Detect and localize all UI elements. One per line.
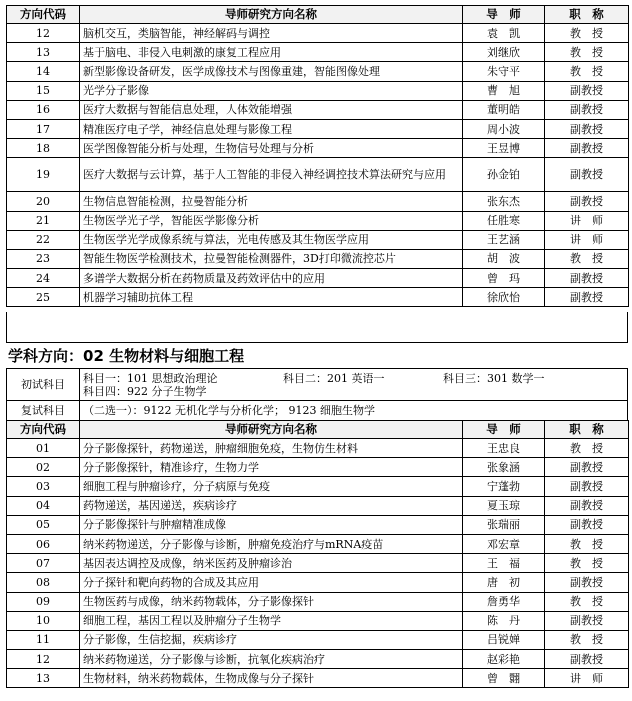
cell-code: 12 [7, 24, 80, 43]
cell-advisor: 朱守平 [463, 62, 545, 81]
cell-code: 25 [7, 288, 80, 307]
cell-code: 02 [7, 458, 80, 477]
table-row [7, 669, 629, 688]
retest-label: 复试科目 [7, 401, 80, 421]
table-row [7, 592, 629, 611]
table-row [7, 554, 629, 573]
cell-code: 06 [7, 534, 80, 553]
cell-advisor: 刘继欣 [463, 43, 545, 62]
table-row [7, 573, 629, 592]
table-row [7, 139, 629, 158]
cell-title: 副教授 [545, 611, 629, 630]
cell-name: 基因表达调控及成像，纳米医药及肿瘤诊治 [80, 554, 463, 573]
cell-advisor: 宁蓬勃 [463, 477, 545, 496]
cell-title: 讲 师 [545, 211, 629, 230]
cell-name: 多谱学大数据分析在药物质量及药效评估中的应用 [80, 269, 463, 288]
cell-title: 教 授 [545, 62, 629, 81]
cell-advisor: 任胜寒 [463, 211, 545, 230]
header-code: 方向代码 [7, 6, 80, 24]
table-row [7, 496, 629, 515]
cell-code: 19 [7, 158, 80, 192]
cell-name: 生物医学光子学，智能医学影像分析 [80, 211, 463, 230]
cell-title: 教 授 [545, 24, 629, 43]
exam-subjects [6, 368, 628, 421]
cell-advisor: 曾 翾 [463, 669, 545, 688]
cell-advisor: 曹 旭 [463, 81, 545, 100]
cell-advisor: 吕锐婵 [463, 630, 545, 649]
cell-name: 精准医疗电子学，神经信息处理与影像工程 [80, 119, 463, 138]
cell-title: 副教授 [545, 288, 629, 307]
cell-code: 03 [7, 477, 80, 496]
cell-advisor: 曾 玛 [463, 269, 545, 288]
retest-subjects: （二选一）：9122 无机化学与分析化学； 9123 细胞生物学 [80, 401, 628, 421]
subject-2: 科目二：201 英语一 [283, 371, 385, 385]
cell-code: 17 [7, 119, 80, 138]
cell-name: 机器学习辅助抗体工程 [80, 288, 463, 307]
table-row [7, 43, 629, 62]
cell-code: 20 [7, 192, 80, 211]
cell-title: 教 授 [545, 554, 629, 573]
cell-title: 副教授 [545, 119, 629, 138]
table-row [7, 62, 629, 81]
cell-name: 细胞工程，基因工程以及肿瘤分子生物学 [80, 611, 463, 630]
cell-code: 01 [7, 439, 80, 458]
cell-code: 15 [7, 81, 80, 100]
cell-code: 05 [7, 515, 80, 534]
cell-name: 光学分子影像 [80, 81, 463, 100]
advisor-table-2 [6, 420, 629, 688]
table-row [7, 269, 629, 288]
cell-title: 副教授 [545, 81, 629, 100]
header-title: 职 称 [545, 421, 629, 439]
header-advisor: 导 师 [463, 421, 545, 439]
cell-title: 教 授 [545, 439, 629, 458]
cell-name: 纳米药物递送，分子影像与诊断，抗氧化疾病治疗 [80, 650, 463, 669]
cell-title: 教 授 [545, 249, 629, 268]
cell-code: 24 [7, 269, 80, 288]
section-title: 学科方向：02 生物材料与细胞工程 [8, 347, 245, 365]
cell-title: 教 授 [545, 592, 629, 611]
initial-exam-subjects [80, 369, 628, 401]
cell-title: 副教授 [545, 477, 629, 496]
table-row [7, 100, 629, 119]
cell-title: 副教授 [545, 158, 629, 192]
blank-row [6, 312, 628, 343]
cell-advisor: 徐欣怡 [463, 288, 545, 307]
table-row [7, 611, 629, 630]
cell-code: 13 [7, 43, 80, 62]
cell-advisor: 王 福 [463, 554, 545, 573]
cell-advisor: 陈 丹 [463, 611, 545, 630]
cell-code: 23 [7, 249, 80, 268]
cell-title: 副教授 [545, 192, 629, 211]
cell-code: 12 [7, 650, 80, 669]
cell-code: 13 [7, 669, 80, 688]
header-advisor: 导 师 [463, 6, 545, 24]
table-row [7, 119, 629, 138]
cell-title: 教 授 [545, 534, 629, 553]
table-header-row [7, 421, 629, 439]
cell-name: 医疗大数据与云计算，基于人工智能的非侵入神经调控技术算法研究与应用 [80, 158, 463, 192]
cell-advisor: 唐 初 [463, 573, 545, 592]
header-name: 导师研究方向名称 [80, 421, 463, 439]
cell-advisor: 张东杰 [463, 192, 545, 211]
cell-title: 副教授 [545, 269, 629, 288]
cell-code: 07 [7, 554, 80, 573]
cell-title: 副教授 [545, 100, 629, 119]
table-row [7, 534, 629, 553]
cell-name: 药物递送，基因递送，疾病诊疗 [80, 496, 463, 515]
subject-3: 科目三：301 数学一 [443, 371, 545, 385]
table-row [7, 24, 629, 43]
cell-advisor: 胡 波 [463, 249, 545, 268]
cell-title: 副教授 [545, 650, 629, 669]
cell-name: 智能生物医学检测技术，拉曼智能检测器件，3D打印微流控芯片 [80, 249, 463, 268]
table-row [7, 211, 629, 230]
cell-code: 14 [7, 62, 80, 81]
table-row [7, 230, 629, 249]
initial-exam-label: 初试科目 [7, 369, 80, 401]
cell-name: 生物医学光学成像系统与算法，光电传感及其生物医学应用 [80, 230, 463, 249]
cell-advisor: 王艺涵 [463, 230, 545, 249]
cell-title: 副教授 [545, 515, 629, 534]
cell-name: 分子影像探针与肿瘤精准成像 [80, 515, 463, 534]
table-row [7, 439, 629, 458]
cell-code: 16 [7, 100, 80, 119]
cell-code: 18 [7, 139, 80, 158]
cell-name: 新型影像设备研发，医学成像技术与图像重建，智能图像处理 [80, 62, 463, 81]
cell-advisor: 夏玉琼 [463, 496, 545, 515]
table-row [7, 477, 629, 496]
cell-name: 纳米药物递送，分子影像与诊断，肿瘤免疫治疗与mRNA疫苗 [80, 534, 463, 553]
cell-advisor: 孙金铂 [463, 158, 545, 192]
cell-name: 分子影像，生信挖掘，疾病诊疗 [80, 630, 463, 649]
cell-code: 22 [7, 230, 80, 249]
cell-advisor: 袁 凯 [463, 24, 545, 43]
table-row [7, 515, 629, 534]
cell-code: 11 [7, 630, 80, 649]
advisor-table-1 [6, 5, 629, 307]
cell-name: 生物医药与成像，纳米药物载体，分子影像探针 [80, 592, 463, 611]
cell-title: 副教授 [545, 573, 629, 592]
cell-advisor: 王昱博 [463, 139, 545, 158]
cell-name: 基于脑电、非侵入电刺激的康复工程应用 [80, 43, 463, 62]
cell-code: 21 [7, 211, 80, 230]
cell-code: 10 [7, 611, 80, 630]
cell-name: 医疗大数据与智能信息处理，人体效能增强 [80, 100, 463, 119]
header-code: 方向代码 [7, 421, 80, 439]
table-row [7, 81, 629, 100]
table-row [7, 192, 629, 211]
cell-title: 讲 师 [545, 230, 629, 249]
cell-title: 副教授 [545, 458, 629, 477]
table-row [7, 650, 629, 669]
subject-1: 科目一：101 思想政治理论 [83, 371, 218, 385]
cell-name: 分子探针和靶向药物的合成及其应用 [80, 573, 463, 592]
header-title: 职 称 [545, 6, 629, 24]
cell-advisor: 赵彩艳 [463, 650, 545, 669]
cell-name: 医学图像智能分析与处理，生物信号处理与分析 [80, 139, 463, 158]
cell-title: 讲 师 [545, 669, 629, 688]
table-row [7, 630, 629, 649]
table-row [7, 288, 629, 307]
table-row [7, 458, 629, 477]
cell-advisor: 张象涵 [463, 458, 545, 477]
cell-advisor: 詹勇华 [463, 592, 545, 611]
table-row [7, 249, 629, 268]
table-row [7, 158, 629, 192]
table-header-row [7, 6, 629, 24]
cell-advisor: 周小波 [463, 119, 545, 138]
cell-code: 08 [7, 573, 80, 592]
subject-4: 科目四：922 分子生物学 [83, 384, 207, 398]
cell-code: 09 [7, 592, 80, 611]
cell-advisor: 王忠良 [463, 439, 545, 458]
cell-code: 04 [7, 496, 80, 515]
header-name: 导师研究方向名称 [80, 6, 463, 24]
cell-name: 细胞工程与肿瘤诊疗，分子病原与免疫 [80, 477, 463, 496]
cell-advisor: 邓宏章 [463, 534, 545, 553]
cell-name: 脑机交互，类脑智能，神经解码与调控 [80, 24, 463, 43]
cell-title: 副教授 [545, 139, 629, 158]
cell-advisor: 张瑞丽 [463, 515, 545, 534]
cell-name: 生物信息智能检测，拉曼智能分析 [80, 192, 463, 211]
cell-name: 分子影像探针，精准诊疗，生物力学 [80, 458, 463, 477]
cell-title: 教 授 [545, 43, 629, 62]
cell-advisor: 董明皓 [463, 100, 545, 119]
cell-name: 分子影像探针，药物递送，肿瘤细胞免疫，生物仿生材料 [80, 439, 463, 458]
cell-title: 副教授 [545, 496, 629, 515]
cell-name: 生物材料，纳米药物载体，生物成像与分子探针 [80, 669, 463, 688]
cell-title: 教 授 [545, 630, 629, 649]
